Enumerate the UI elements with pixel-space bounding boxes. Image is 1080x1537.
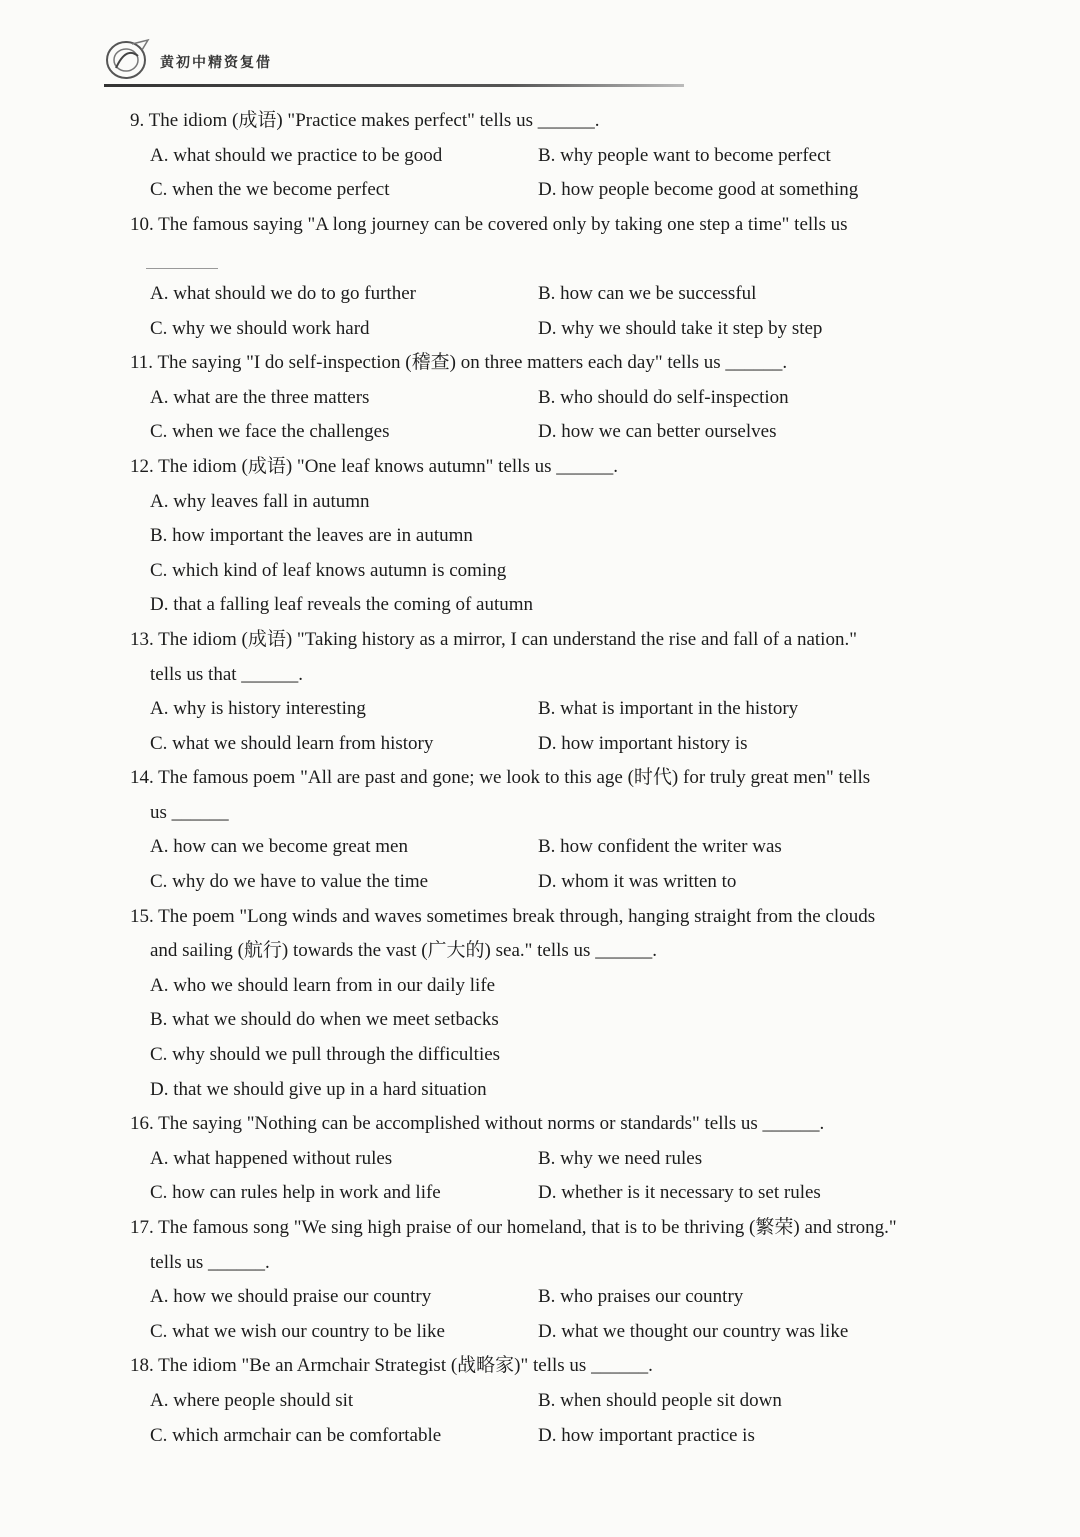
- question-stem: 13. The idiom (成语) "Taking history as a mirror, I can understand the rise and fall of a nation.": [130, 628, 857, 650]
- option-a: A. how can we become great men: [150, 836, 408, 858]
- options: [130, 969, 960, 1107]
- options: [130, 139, 960, 208]
- option-d: D. whether is it necessary to set rules: [538, 1182, 821, 1204]
- option-row: [150, 830, 960, 865]
- option-d: D. why we should take it step by step: [538, 317, 823, 339]
- option-d: D. that we should give up in a hard situation: [150, 1078, 487, 1100]
- option-b: B. how can we be successful: [538, 282, 757, 304]
- option-a: A. why leaves fall in autumn: [150, 490, 370, 512]
- option-b: B. what is important in the history: [538, 698, 799, 720]
- question-q16: [130, 1107, 960, 1211]
- question-stem: 15. The poem "Long winds and waves sometimes break through, hanging straight from the clouds: [130, 905, 876, 927]
- question-stem-continuation: and sailing (航行) towards the vast (广大的) sea." tells us ______.: [150, 940, 657, 962]
- options: [130, 1384, 960, 1453]
- option-b: B. why we need rules: [538, 1147, 703, 1169]
- question-stem: 9. The idiom (成语) "Practice makes perfect" tells us ______.: [130, 110, 600, 131]
- question-stem: 16. The saying "Nothing can be accomplished without norms or standards" tells us ______.: [130, 1113, 825, 1135]
- option-b: B. how important the leaves are in autumn: [150, 525, 473, 547]
- question-q13: [130, 623, 960, 761]
- page-header: [104, 38, 694, 88]
- question-stem: 12. The idiom (成语) "One leaf knows autumn" tells us ______.: [130, 455, 618, 477]
- option-row: [150, 1142, 960, 1177]
- option-row: [150, 1384, 960, 1419]
- option-row: [150, 1280, 960, 1315]
- option-c: C. what we should learn from history: [150, 732, 434, 754]
- options: [130, 381, 960, 450]
- question-q15: [130, 900, 960, 1108]
- options: [130, 830, 960, 899]
- question-q10: [130, 208, 960, 346]
- option-d: D. whom it was written to: [538, 871, 737, 893]
- option-d: D. what we thought our country was like: [538, 1320, 849, 1342]
- option-a: A. why is history interesting: [150, 698, 366, 720]
- option-row: [150, 381, 960, 416]
- question-stem-continuation: us ______: [150, 801, 229, 823]
- option-row: [150, 312, 960, 347]
- option-row: [150, 173, 960, 208]
- option-d: D. how we can better ourselves: [538, 421, 777, 443]
- option-c: C. how can rules help in work and life: [150, 1182, 441, 1204]
- question-q12: [130, 450, 960, 623]
- option-c: C. what we wish our country to be like: [150, 1320, 445, 1342]
- option-d: D. how important practice is: [538, 1424, 755, 1446]
- option-row: [150, 1315, 960, 1350]
- option-c: C. which kind of leaf knows autumn is coming: [150, 559, 507, 581]
- school-logo-icon: [104, 38, 152, 82]
- question-stem: 10. The famous saying "A long journey can be covered only by taking one step a time" tells us: [130, 213, 848, 235]
- question-q18: [130, 1349, 960, 1453]
- option-row: [150, 727, 960, 762]
- option-d: D. how important history is: [538, 732, 748, 754]
- option-a: A. where people should sit: [150, 1389, 354, 1411]
- options: [130, 277, 960, 346]
- option-row: [150, 415, 960, 450]
- option-d: D. that a falling leaf reveals the coming of autumn: [150, 594, 534, 616]
- option-c: C. when we face the challenges: [150, 421, 390, 443]
- option-b: B. who praises our country: [538, 1286, 744, 1308]
- option-c: C. why should we pull through the difficulties: [150, 1044, 501, 1066]
- option-row: [150, 1419, 960, 1454]
- question-q14: [130, 761, 960, 899]
- option-b: B. why people want to become perfect: [538, 144, 831, 166]
- question-q17: [130, 1211, 960, 1349]
- option-a: A. what should we practice to be good: [150, 144, 443, 166]
- option-a: A. what should we do to go further: [150, 282, 416, 304]
- question-list: [130, 104, 960, 1453]
- option-c: C. why do we have to value the time: [150, 871, 429, 893]
- question-q11: [130, 346, 960, 450]
- option-d: D. how people become good at something: [538, 179, 859, 201]
- option-a: A. how we should praise our country: [150, 1286, 432, 1308]
- option-row: [150, 277, 960, 312]
- option-row: [150, 1176, 960, 1211]
- option-c: C. why we should work hard: [150, 317, 370, 339]
- question-stem: 11. The saying "I do self-inspection (稽查) on three matters each day" tells us ______.: [130, 352, 788, 374]
- option-row: [150, 692, 960, 727]
- option-row: [150, 139, 960, 174]
- question-stem: 17. The famous song "We sing high praise of our homeland, that is to be thriving (繁荣) and strong.": [130, 1217, 897, 1238]
- question-stem: 18. The idiom "Be an Armchair Strategist (战略家)" tells us ______.: [130, 1355, 653, 1377]
- option-a: A. who we should learn from in our daily life: [150, 974, 496, 996]
- options: [130, 485, 960, 623]
- option-b: B. when should people sit down: [538, 1389, 782, 1411]
- header-title: 黄初中精资复借: [160, 55, 272, 71]
- option-a: A. what happened without rules: [150, 1147, 393, 1169]
- option-c: C. which armchair can be comfortable: [150, 1424, 442, 1446]
- option-c: C. when the we become perfect: [150, 179, 390, 201]
- header-divider: [104, 84, 684, 87]
- options: [130, 692, 960, 761]
- option-b: B. who should do self-inspection: [538, 386, 789, 408]
- question-stem-continuation: tells us that ______.: [150, 663, 304, 685]
- question-stem-continuation: tells us ______.: [150, 1251, 270, 1273]
- question-stem: 14. The famous poem "All are past and gone; we look to this age (时代) for truly great men" tells: [130, 767, 871, 789]
- options: [130, 1142, 960, 1211]
- option-a: A. what are the three matters: [150, 386, 370, 408]
- option-b: B. how confident the writer was: [538, 836, 782, 858]
- options: [130, 1280, 960, 1349]
- option-row: [150, 865, 960, 900]
- question-q9: [130, 104, 960, 208]
- option-b: B. what we should do when we meet setbacks: [150, 1009, 499, 1031]
- answer-blank: [130, 242, 960, 277]
